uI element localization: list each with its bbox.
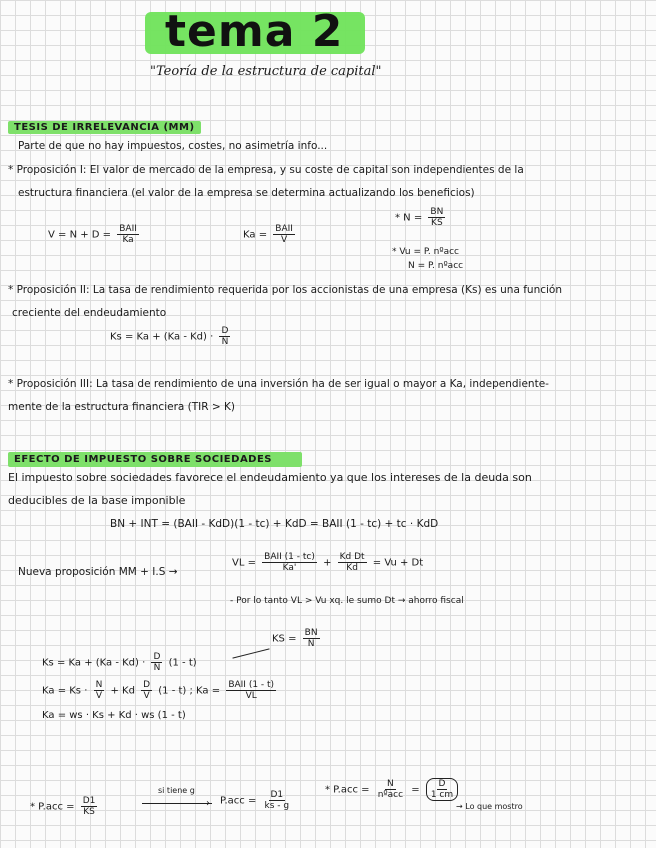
arrow-head: › <box>206 798 210 809</box>
equation-ka: Ka = $\frac{\text{BAII}}{V}$ <box>243 224 293 245</box>
section-heading-impuesto: EFECTO DE IMPUESTO SOBRE SOCIEDADES <box>8 447 302 466</box>
equation-pacc2: P.acc = $\frac{D1}{ks - g}$ <box>220 790 290 811</box>
equation-vl: VL = $\frac{\text{BAII (1 - tc)}}{Ka'}$ + $\frac{\text{Kd Dt}}{Kd}$ = Vu + Dt <box>232 552 424 573</box>
prop2-line2: creciente del endeudamiento <box>12 307 167 319</box>
equation-vu: * Vu = P. nºacc <box>392 247 459 257</box>
prop1-line2: estructura financiera (el valor de la empresa se determina actualizando los beneficios) <box>18 187 475 199</box>
page-title: tema 2 <box>165 6 344 57</box>
lo-que-mostro-note: → Lo que mostro <box>456 802 523 811</box>
si-tiene-g-label: si tiene g <box>158 786 195 795</box>
equation-pacc3: * P.acc = $\frac{N}{\text{nºacc}}$ = $\frac{D}{1 cm}$ <box>325 778 461 801</box>
equation-ka2: Ka = Ks · $\frac{N}{V}$ + Kd $\frac{D}{V}$ (1 - t) ; Ka = $\frac{\text{BAII (1 - t)}}{VL}$ <box>42 680 275 701</box>
equation-ks2: Ks = Ka + (Ka - Kd) · $\frac{D}{N}$ (1 - t) <box>42 652 197 673</box>
equation-ka3: Ka = ws · Ks + Kd · ws (1 - t) <box>42 710 186 721</box>
equation-pacc1: * P.acc = $\frac{D1}{KS}$ <box>30 796 96 817</box>
prop2-line1: * Proposición II: La tasa de rendimiento requerida por los accionistas de una empresa (Ks) es una función <box>8 284 563 296</box>
equation-n2: N = P. nºacc <box>408 261 464 271</box>
intro-text: Parte de que no hay impuestos, costes, no asimetría info... <box>18 140 328 152</box>
nueva-proposicion: Nueva proposición MM + I.S → <box>18 566 178 578</box>
prop3-line1: * Proposición III: La tasa de rendimiento de una inversión ha de ser igual o mayor a Ka, independiente- <box>8 378 549 390</box>
por-tanto-note: - Por lo tanto VL > Vu xq. le sumo Dt → ahorro fiscal <box>230 596 464 606</box>
equation-n: * N = $\frac{BN}{KS}$ <box>395 207 444 228</box>
equation-ks3: KS = $\frac{BN}{N}$ <box>272 628 318 649</box>
page-subtitle: "Teoría de la estructura de capital" <box>150 64 382 79</box>
equation-ks: Ks = Ka + (Ka - Kd) · $\frac{D}{N}$ <box>110 326 229 347</box>
section-heading-irrelevancia: TESIS DE IRRELEVANCIA (MM) <box>8 115 201 134</box>
equation-v: V = N + D = $\frac{\text{BAII}}{Ka}$ <box>48 224 137 245</box>
impuesto-line2: deducibles de la base imponible <box>8 494 186 507</box>
arrow-to-ks <box>232 648 269 658</box>
prop1-line1: * Proposición I: El valor de mercado de la empresa, y su coste de capital son independientes de la <box>8 164 524 176</box>
impuesto-line1: El impuesto sobre sociedades favorece el endeudamiento ya que los intereses de la deuda son <box>8 471 532 484</box>
prop3-line2: mente de la estructura financiera (TIR > K) <box>8 401 236 413</box>
arrow-si-tiene-g <box>142 803 212 804</box>
equation-bn: BN + INT = (BAII - KdD)(1 - tc) + KdD = BAII (1 - tc) + tc · KdD <box>110 518 439 530</box>
